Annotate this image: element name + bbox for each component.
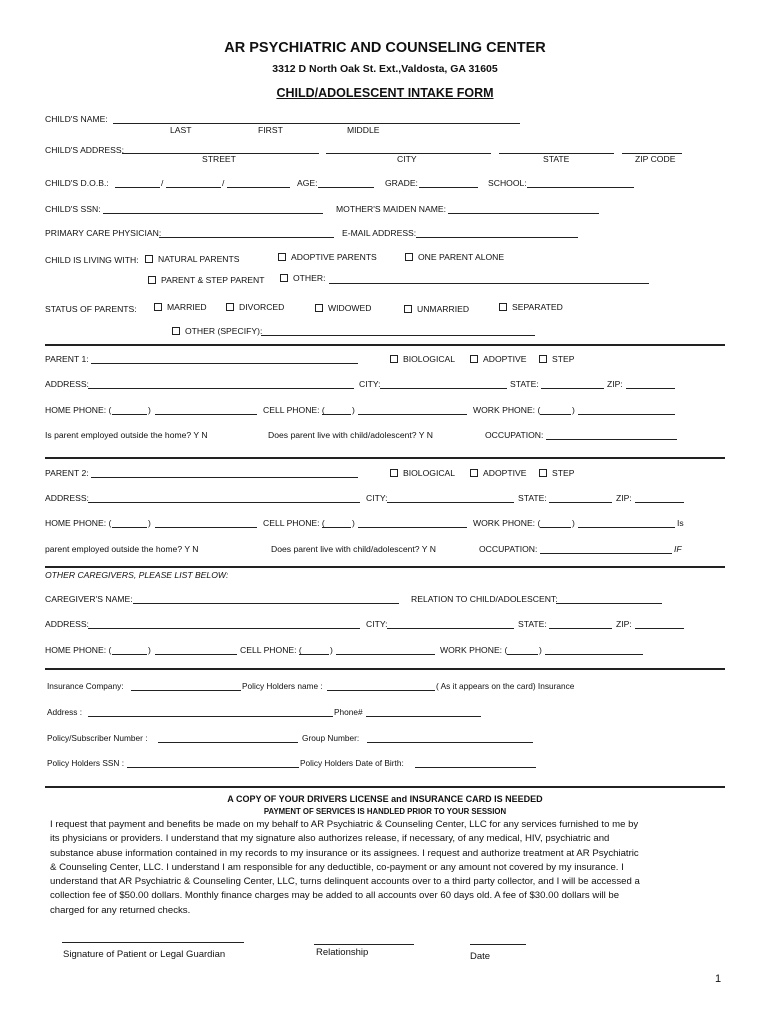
parent1-city-field[interactable]	[380, 388, 507, 389]
authorization-line: & Counseling Center, LLC. I understand I am responsible for any deductible, co-payment or any amount not covered by my insurance. I	[50, 861, 624, 873]
caregiver-zip-label: ZIP:	[616, 619, 632, 629]
checkbox[interactable]	[390, 355, 398, 363]
living-adoptive-option[interactable]: ADOPTIVE PARENTS	[278, 252, 377, 262]
parent1-address-field[interactable]	[88, 388, 354, 389]
parent1-zip-label: ZIP:	[607, 379, 623, 389]
parent2-zip-field[interactable]	[635, 502, 684, 503]
authorization-line: understand that AR Psychiatric & Counseling Center, LLC, turns delinquent accounts over to a third party collector, and I will be accessed a	[50, 876, 640, 888]
living-step-option[interactable]: PARENT & STEP PARENT	[148, 275, 264, 285]
parent1-name-field[interactable]	[91, 363, 358, 364]
insurance-address-label: Address :	[47, 707, 83, 717]
form-title: CHILD/ADOLESCENT INTAKE FORM	[276, 86, 494, 100]
parent2-cell-field[interactable]	[358, 527, 467, 528]
insurance-address-field[interactable]	[88, 716, 333, 717]
parent2-state-field[interactable]	[549, 502, 612, 503]
age-field[interactable]	[318, 187, 374, 188]
checkbox[interactable]	[405, 253, 413, 261]
caregivers-heading: OTHER CAREGIVERS, PLEASE LIST BELOW:	[45, 570, 229, 580]
parent2-is-text: Is	[677, 518, 684, 528]
parent2-city-label: CITY:	[366, 493, 388, 503]
parent2-address-field[interactable]	[88, 502, 360, 503]
section-divider	[45, 786, 725, 788]
parent2-occupation-label: OCCUPATION:	[479, 544, 538, 554]
caregiver-address-label: ADDRESS:	[45, 619, 89, 629]
checkbox[interactable]	[539, 469, 547, 477]
physician-label: PRIMARY CARE PHYSICIAN:	[45, 228, 162, 238]
paren: )	[352, 518, 355, 528]
insurance-company-field[interactable]	[131, 690, 241, 691]
caregiver-relation-label: RELATION TO CHILD/ADOLESCENT:	[411, 594, 558, 604]
checkbox[interactable]	[470, 355, 478, 363]
parent2-step-option[interactable]: STEP	[539, 468, 574, 478]
checkbox[interactable]	[278, 253, 286, 261]
org-address: 3312 D North Oak St. Ext.,Valdosta, GA 31605	[272, 63, 498, 75]
parent1-live: Does parent live with child/adolescent? Y N	[268, 430, 433, 440]
holders-dob-label: Policy Holders Date of Birth:	[300, 758, 404, 768]
ssn-field[interactable]	[103, 213, 323, 214]
policy-number-label: Policy/Subscriber Number :	[47, 733, 148, 743]
paren: )	[148, 405, 151, 415]
caregiver-home-area-field[interactable]	[112, 654, 147, 655]
parent1-home-label: HOME PHONE: (	[45, 405, 112, 415]
parent1-home-field[interactable]	[155, 414, 257, 415]
paren: )	[148, 518, 151, 528]
parent2-label: PARENT 2:	[45, 468, 89, 478]
parent1-zip-field[interactable]	[626, 388, 675, 389]
checkbox[interactable]	[470, 469, 478, 477]
status-widowed-option[interactable]: WIDOWED	[315, 303, 371, 313]
authorization-line: I request that payment and benefits be made on my behalf to AR Psychiatric & Counseling Center, LLC for any services furnished to me by	[50, 819, 639, 830]
insurance-company-label: Insurance Company:	[47, 681, 124, 691]
parent1-work-field[interactable]	[578, 414, 675, 415]
group-number-field[interactable]	[367, 742, 533, 743]
holders-name-field[interactable]	[327, 690, 435, 691]
as-appears-text: ( As it appears on the card) Insurance	[436, 681, 575, 691]
paren: )	[148, 645, 151, 655]
parent1-city-label: CITY:	[359, 379, 381, 389]
status-other-field[interactable]	[261, 335, 535, 336]
authorization-paragraph	[50, 818, 640, 918]
caregiver-name-field[interactable]	[133, 603, 399, 604]
parent2-zip-label: ZIP:	[616, 493, 632, 503]
caregiver-home-label: HOME PHONE: (	[45, 645, 112, 655]
page-number: 1	[715, 973, 722, 985]
section-divider	[45, 457, 725, 459]
caregiver-state-field[interactable]	[549, 628, 612, 629]
relationship-field[interactable]	[314, 944, 414, 945]
dob-day-field[interactable]	[166, 187, 221, 188]
living-one-parent-option[interactable]: ONE PARENT ALONE	[405, 252, 504, 262]
parent2-adoptive-option[interactable]: ADOPTIVE	[470, 468, 526, 478]
email-label: E-MAIL ADDRESS:	[342, 228, 417, 238]
caregiver-city-field[interactable]	[387, 628, 514, 629]
date-label: Date	[470, 951, 491, 962]
parent2-work-area-field[interactable]	[540, 527, 571, 528]
maiden-label: MOTHER'S MAIDEN NAME:	[336, 204, 447, 214]
paren: )	[539, 645, 542, 655]
parent2-home-label: HOME PHONE: (	[45, 518, 112, 528]
parent2-if-text: IF	[674, 544, 682, 554]
signature-field[interactable]	[62, 942, 244, 943]
living-label: CHILD IS LIVING WITH:	[45, 255, 139, 265]
parent2-cell-area-field[interactable]	[322, 527, 351, 528]
parent1-cell-area-field[interactable]	[322, 414, 351, 415]
parent1-employed: Is parent employed outside the home? Y N	[45, 430, 208, 440]
parent2-biological-option[interactable]: BIOLOGICAL	[390, 468, 455, 478]
authorization-line: collection fee of $50.00 dollars. Monthly finance charges may be added to all accounts over 60 days old. A fee of $30.00 dollars will be	[50, 890, 620, 902]
signature-label: Signature of Patient or Legal Guardian	[63, 949, 226, 960]
caregiver-cell-label: CELL PHONE: (	[240, 645, 302, 655]
checkbox[interactable]	[280, 274, 288, 282]
checkbox[interactable]	[315, 304, 323, 312]
caregiver-zip-field[interactable]	[635, 628, 684, 629]
parent2-home-area-field[interactable]	[112, 527, 147, 528]
dob-slash: /	[161, 178, 164, 188]
holders-ssn-label: Policy Holders SSN :	[47, 758, 125, 768]
parent1-state-label: STATE:	[510, 379, 539, 389]
parent2-name-field[interactable]	[91, 477, 358, 478]
paren: )	[572, 518, 575, 528]
checkbox[interactable]	[539, 355, 547, 363]
dob-slash: /	[222, 178, 225, 188]
parent1-biological-option[interactable]: BIOLOGICAL	[390, 354, 455, 364]
org-title: AR PSYCHIATRIC AND COUNSELING CENTER	[224, 40, 546, 56]
school-field[interactable]	[527, 187, 634, 188]
email-field[interactable]	[416, 237, 578, 238]
caregiver-cell-area-field[interactable]	[299, 654, 329, 655]
school-label: SCHOOL:	[488, 178, 527, 188]
holders-dob-field[interactable]	[415, 767, 536, 768]
parent1-occupation-field[interactable]	[546, 439, 677, 440]
parent2-work-label: WORK PHONE: (	[473, 518, 541, 528]
parent1-cell-label: CELL PHONE: (	[263, 405, 325, 415]
group-number-label: Group Number:	[302, 733, 360, 743]
maiden-field[interactable]	[448, 213, 599, 214]
authorization-line: charged for any returned checks.	[50, 904, 191, 916]
policy-number-field[interactable]	[158, 742, 298, 743]
parent1-occupation-label: OCCUPATION:	[485, 430, 544, 440]
section-divider	[45, 566, 725, 568]
living-other-field[interactable]	[329, 283, 649, 284]
parent2-home-field[interactable]	[155, 527, 257, 528]
caregiver-work-field[interactable]	[545, 654, 643, 655]
age-label: AGE:	[297, 178, 318, 188]
dob-month-field[interactable]	[115, 187, 160, 188]
parent2-work-field[interactable]	[578, 527, 675, 528]
holders-ssn-field[interactable]	[127, 767, 299, 768]
parent1-state-field[interactable]	[541, 388, 604, 389]
child-name-label: CHILD'S NAME:	[45, 114, 108, 124]
status-other-option[interactable]: OTHER (SPECIFY):	[172, 326, 262, 336]
parent2-state-label: STATE:	[518, 493, 547, 503]
checkbox[interactable]	[226, 303, 234, 311]
parent1-work-label: WORK PHONE: (	[473, 405, 541, 415]
paren: )	[572, 405, 575, 415]
parent1-step-option[interactable]: STEP	[539, 354, 574, 364]
caregiver-relation-field[interactable]	[556, 603, 662, 604]
holders-name-label: Policy Holders name :	[242, 681, 323, 691]
caregiver-cell-field[interactable]	[336, 654, 435, 655]
copy-notice: A COPY OF YOUR DRIVERS LICENSE and INSURANCE CARD IS NEEDED	[227, 794, 543, 804]
parent1-work-area-field[interactable]	[540, 414, 571, 415]
parent1-address-label: ADDRESS:	[45, 379, 89, 389]
date-field[interactable]	[470, 944, 526, 945]
relationship-label: Relationship	[316, 947, 369, 958]
checkbox[interactable]	[499, 303, 507, 311]
status-separated-option[interactable]: SEPARATED	[499, 302, 563, 312]
zip-label: ZIP CODE	[635, 154, 676, 164]
grade-field[interactable]	[419, 187, 478, 188]
caregiver-address-field[interactable]	[88, 628, 360, 629]
parent1-adoptive-option[interactable]: ADOPTIVE	[470, 354, 526, 364]
child-address-label: CHILD'S ADDRESS:	[45, 145, 125, 155]
authorization-line: substance abuse information contained in my records to my insurance or its assignees. I request and authorize treatment at AR Psychiatric	[50, 847, 639, 859]
child-name-field[interactable]	[113, 123, 520, 124]
insurance-phone-label: Phone#	[334, 707, 363, 717]
checkbox[interactable]	[154, 303, 162, 311]
caregiver-home-field[interactable]	[155, 654, 237, 655]
ssn-label: CHILD'S SSN:	[45, 204, 101, 214]
dob-label: CHILD'S D.O.B.:	[45, 178, 109, 188]
section-divider	[45, 668, 725, 670]
checkbox[interactable]	[145, 255, 153, 263]
parent1-home-area-field[interactable]	[112, 414, 147, 415]
street-label: STREET	[202, 154, 236, 164]
checkbox[interactable]	[148, 276, 156, 284]
caregiver-name-label: CAREGIVER'S NAME:	[45, 594, 133, 604]
caregiver-state-label: STATE:	[518, 619, 547, 629]
status-married-option[interactable]: MARRIED	[154, 302, 207, 312]
parent2-city-field[interactable]	[387, 502, 514, 503]
checkbox[interactable]	[390, 469, 398, 477]
status-divorced-option[interactable]: DIVORCED	[226, 302, 284, 312]
paren: )	[352, 405, 355, 415]
insurance-phone-field[interactable]	[366, 716, 481, 717]
checkbox[interactable]	[172, 327, 180, 335]
last-label: LAST	[170, 125, 192, 135]
city-label: CITY	[397, 154, 417, 164]
parent2-employed: parent employed outside the home? Y N	[45, 544, 199, 554]
parent1-cell-field[interactable]	[358, 414, 467, 415]
status-label: STATUS OF PARENTS:	[45, 304, 137, 314]
living-other-option[interactable]: OTHER:	[280, 273, 325, 283]
dob-year-field[interactable]	[227, 187, 290, 188]
parent2-live: Does parent live with child/adolescent? Y N	[271, 544, 436, 554]
parent1-label: PARENT 1:	[45, 354, 89, 364]
parent2-occupation-field[interactable]	[540, 553, 672, 554]
parent2-cell-label: CELL PHONE: (	[263, 518, 325, 528]
caregiver-work-area-field[interactable]	[507, 654, 538, 655]
parent2-address-label: ADDRESS:	[45, 493, 89, 503]
state-label: STATE	[543, 154, 570, 164]
payment-notice: PAYMENT OF SERVICES IS HANDLED PRIOR TO YOUR SESSION	[263, 807, 507, 816]
status-unmarried-option[interactable]: UNMARRIED	[404, 304, 469, 314]
living-natural-option[interactable]: NATURAL PARENTS	[145, 254, 240, 264]
authorization-line: its physicians or providers. I understand that my signature also authorizes release, if necessary, of any medical, HIV, psychiatric and	[50, 833, 610, 845]
caregiver-work-label: WORK PHONE: (	[440, 645, 508, 655]
grade-label: GRADE:	[385, 178, 418, 188]
middle-label: MIDDLE	[347, 125, 380, 135]
caregiver-city-label: CITY:	[366, 619, 388, 629]
paren: )	[330, 645, 333, 655]
section-divider	[45, 344, 725, 346]
physician-field[interactable]	[159, 237, 334, 238]
first-label: FIRST	[258, 125, 283, 135]
checkbox[interactable]	[404, 305, 412, 313]
